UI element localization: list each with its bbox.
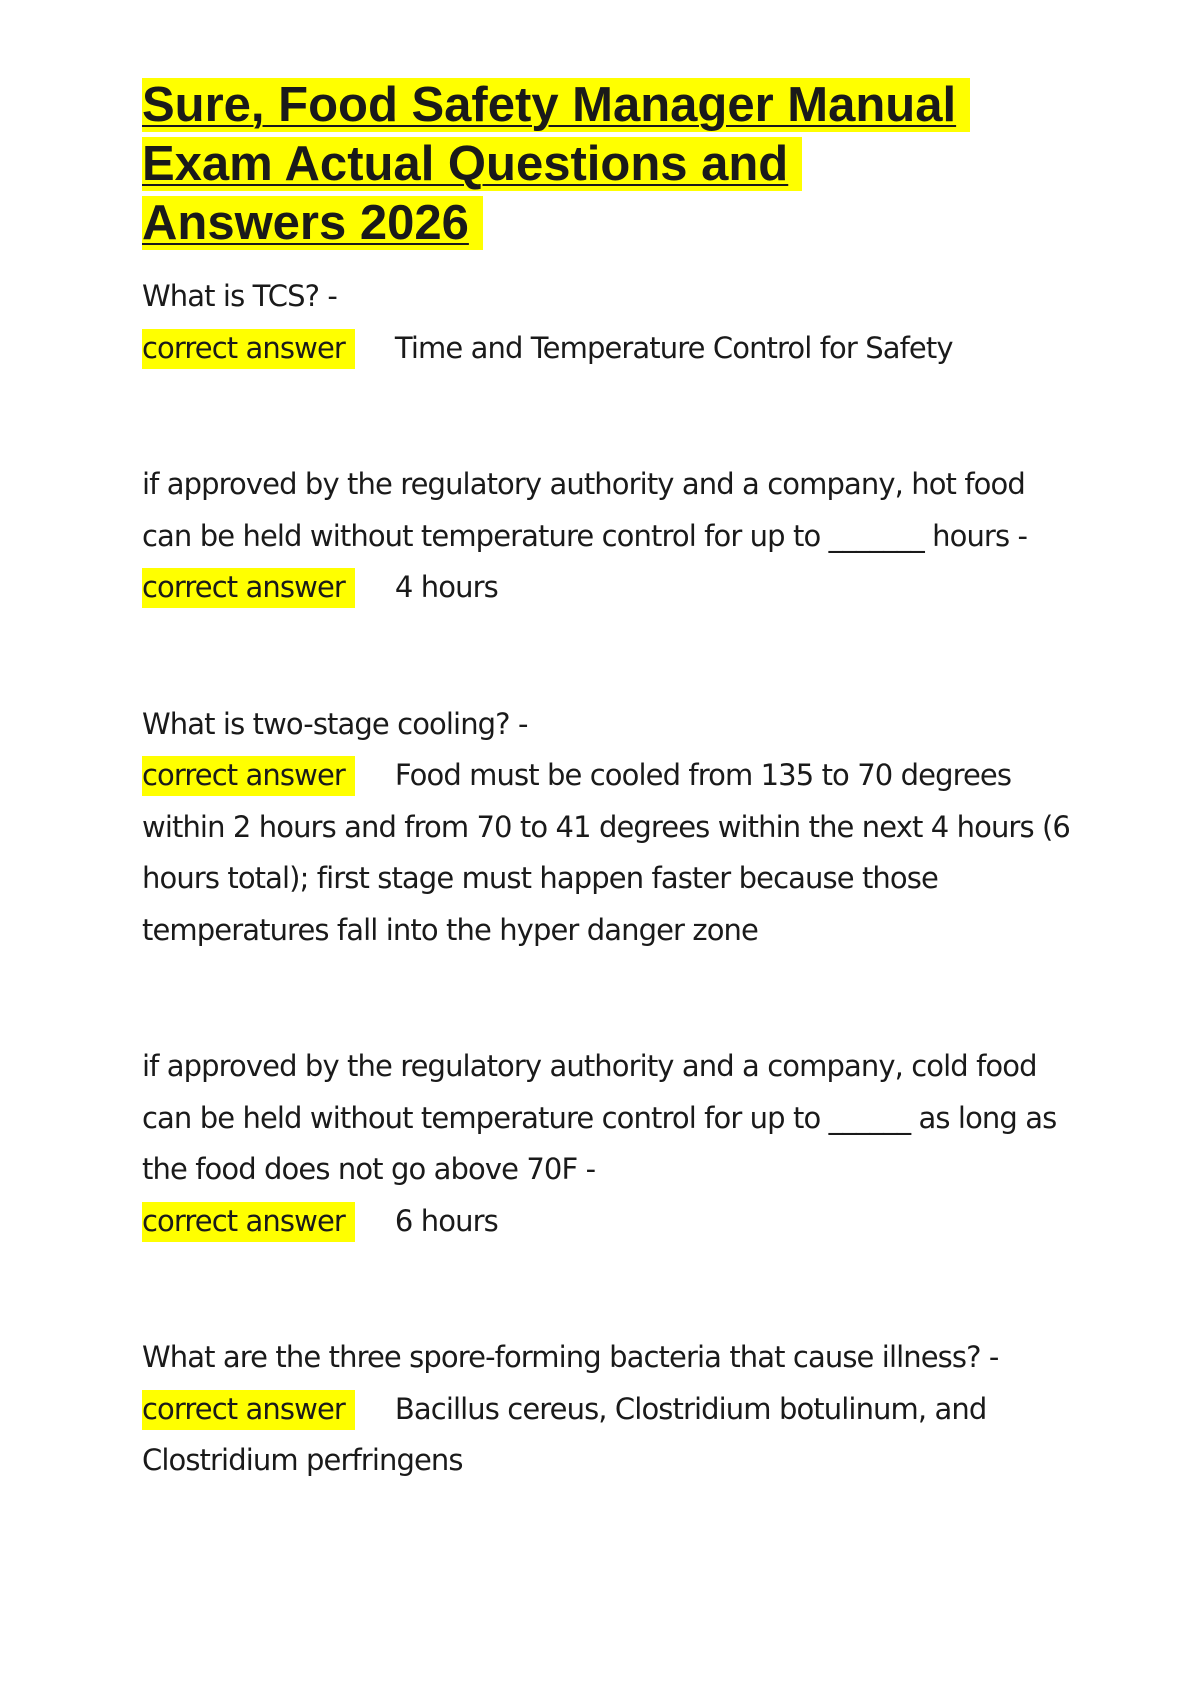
qa-item: [142, 1041, 1072, 1247]
question-text: if approved by the regulatory authority and a company, cold food can be held without temperature control for up to ______ as long as the food does not go above 70F -: [142, 1049, 1057, 1186]
answer-label: correct answer: [142, 329, 355, 369]
qa-list: [142, 271, 1080, 1487]
answer-label: correct answer: [142, 568, 355, 608]
answer-label: correct answer: [142, 756, 355, 796]
question-text: if approved by the regulatory authority and a company, hot food can be held without temperature control for up to _______ hours -: [142, 467, 1028, 553]
answer-block: [142, 1384, 1072, 1487]
title-text: Sure, Food Safety Manager Manual Exam Actual Questions and Answers 2026: [142, 78, 970, 250]
answer-text: 6 hours: [394, 1203, 498, 1238]
qa-item: [142, 1332, 1072, 1487]
question-text: What is two-stage cooling? -: [142, 706, 528, 741]
answer-block: [142, 562, 1072, 614]
qa-item: [142, 699, 1072, 957]
answer-block: [142, 323, 1072, 375]
document-title: [142, 76, 1002, 253]
answer-text: Food must be cooled from 135 to 70 degrees within 2 hours and from 70 to 41 degrees within the next 4 hours (6 hours total); first stage must happen faster because those temperatures fall into the hyper danger zone: [142, 758, 1070, 947]
answer-label: correct answer: [142, 1390, 355, 1430]
qa-item: [142, 459, 1072, 614]
answer-text: Bacillus cereus, Clostridium botulinum, and Clostridium perfringens: [142, 1391, 987, 1477]
answer-block: [142, 1196, 1072, 1248]
answer-text: 4 hours: [394, 570, 498, 604]
answer-label: correct answer: [142, 1202, 355, 1242]
qa-item: [142, 271, 1072, 374]
answer-text: Time and Temperature Control for Safety: [394, 330, 953, 365]
question-text: What is TCS? -: [142, 279, 337, 313]
question-text: What are the three spore-forming bacteria that cause illness? -: [142, 1340, 999, 1374]
answer-block: [142, 750, 1072, 956]
